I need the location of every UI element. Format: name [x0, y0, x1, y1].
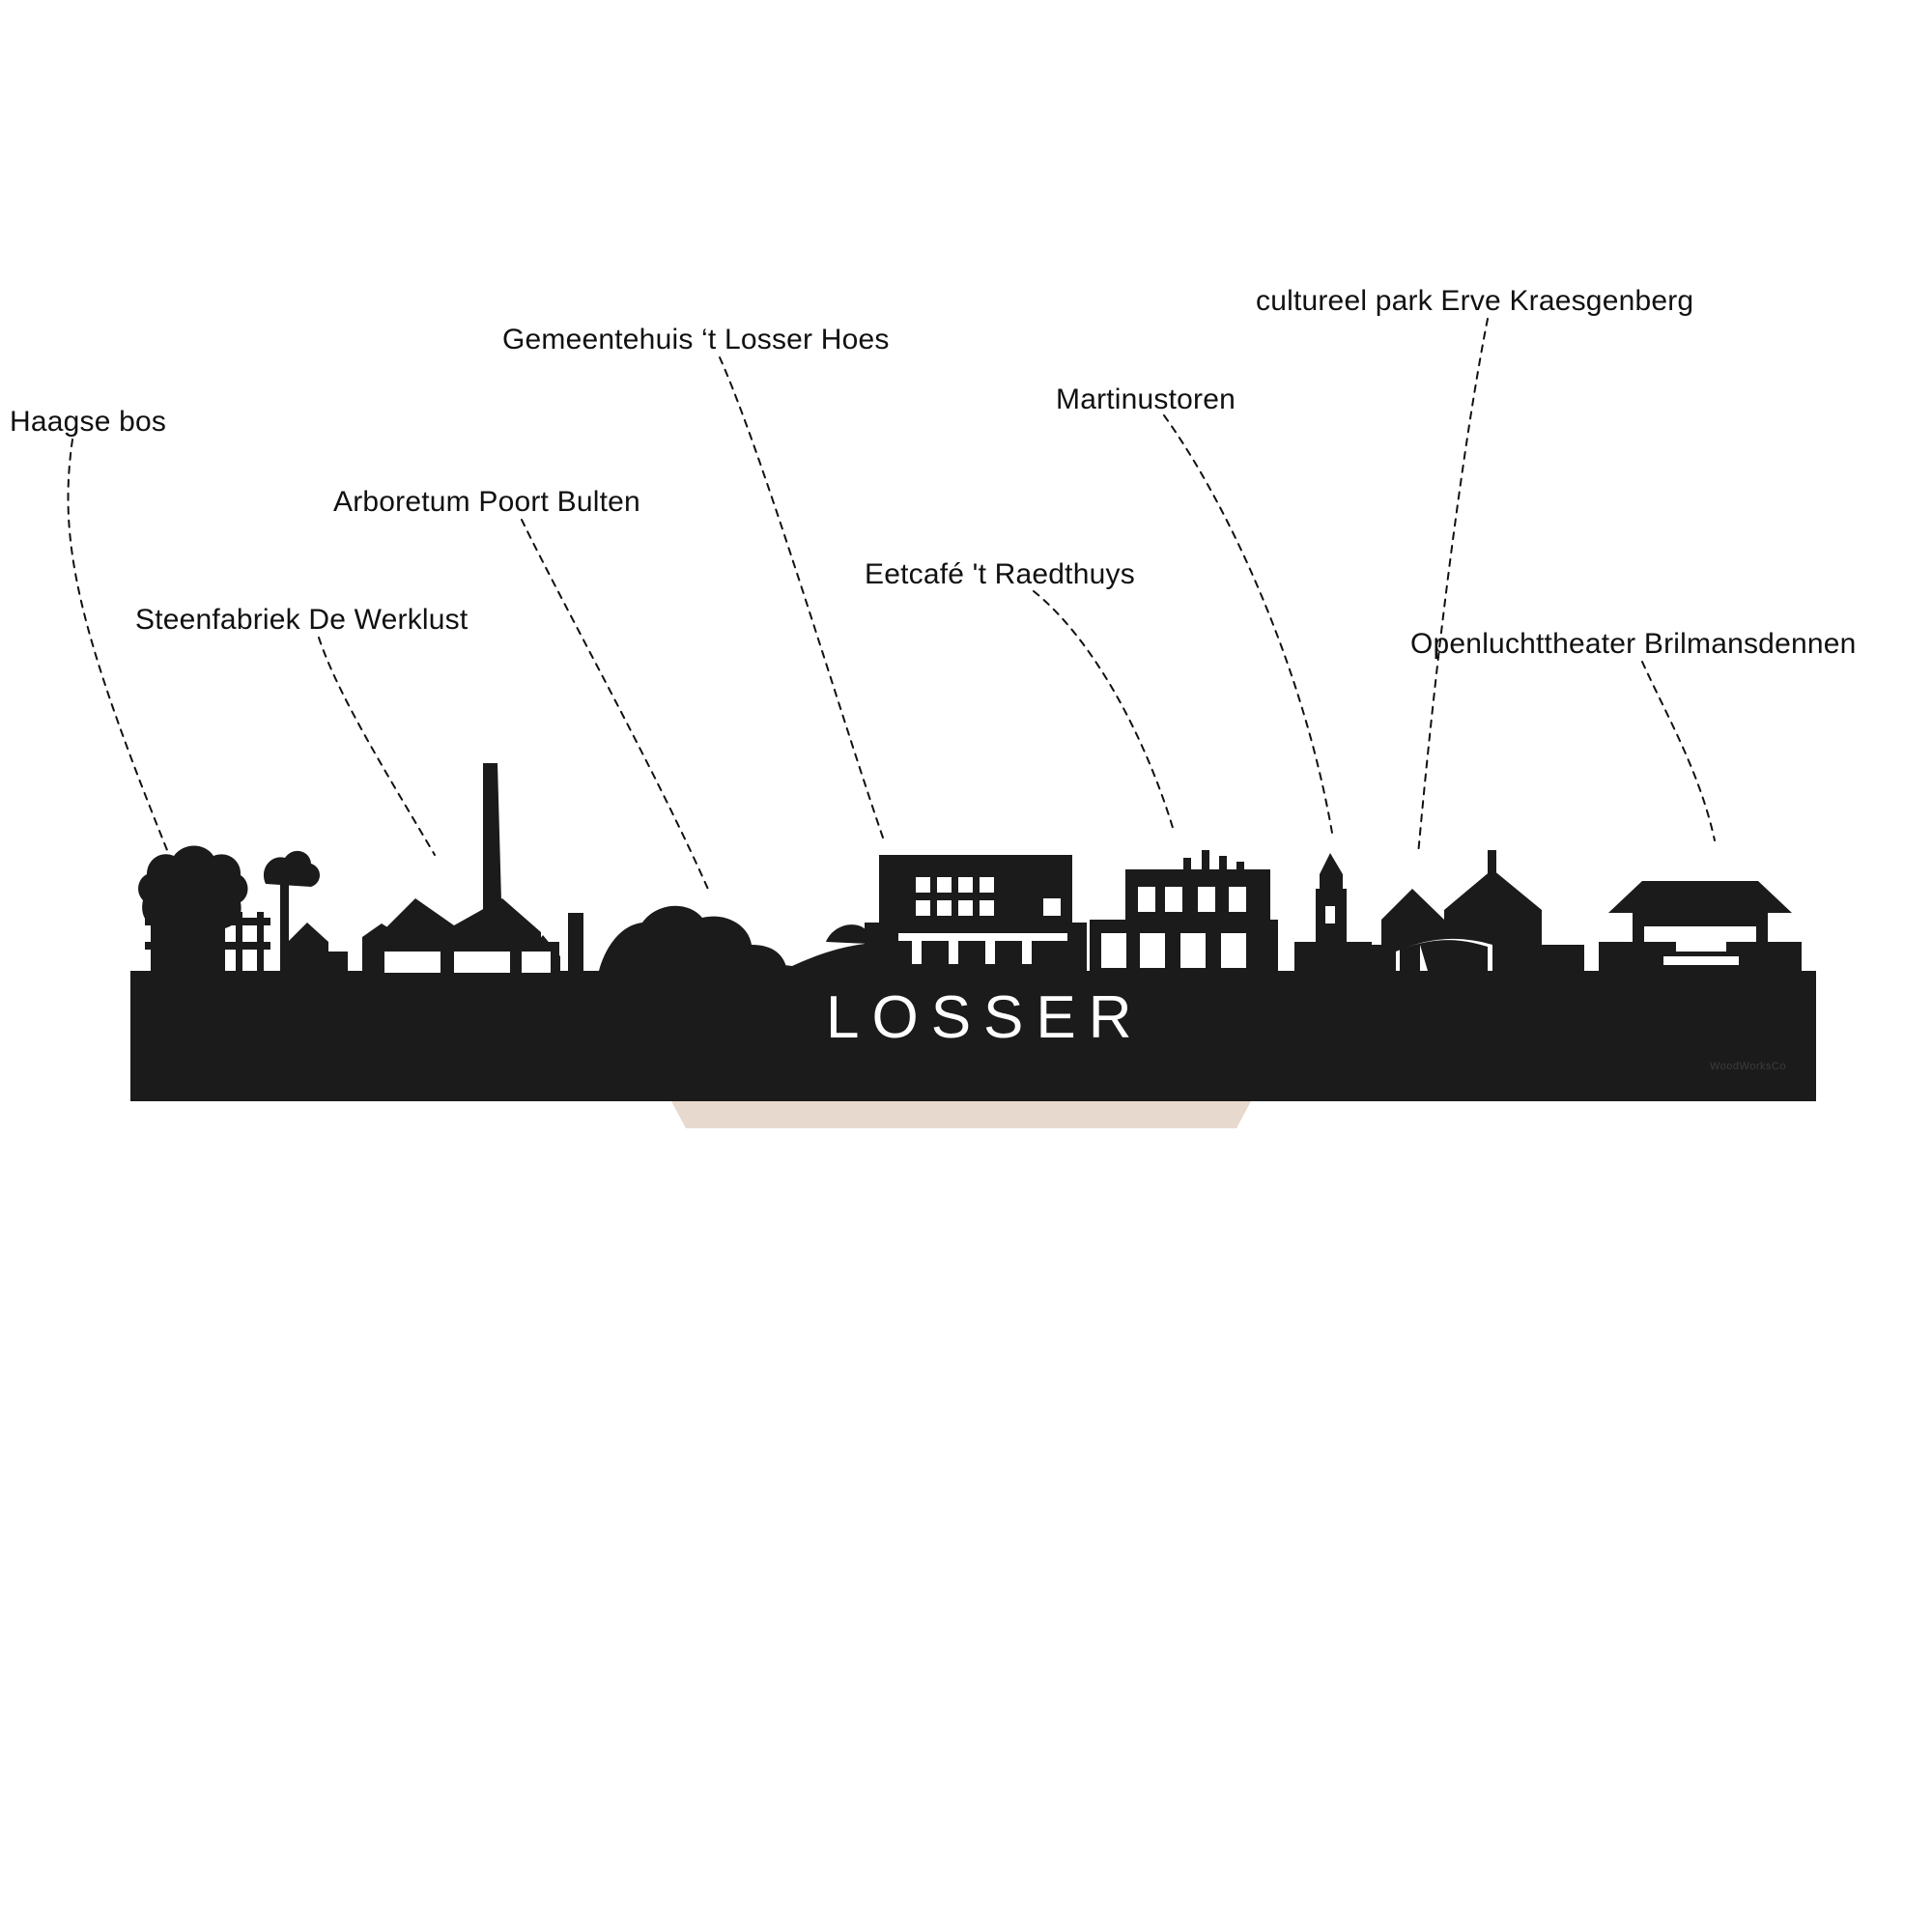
- callout-label-arboretum-poort-bulten: Arboretum Poort Bulten: [333, 486, 640, 518]
- gemeentehuis-losser-hoes: [865, 855, 1087, 973]
- callout-label-eetcafe-t-raedthuys: Eetcafé 't Raedthuys: [865, 558, 1135, 590]
- arboretum-poort-bulten: [599, 906, 891, 971]
- callout-label-gemeentehuis-losser-hoes: Gemeentehuis ‘t Losser Hoes: [502, 324, 890, 355]
- openluchttheater-brilmansdennen: [1599, 881, 1802, 971]
- callout-label-steenfabriek-de-werklust: Steenfabriek De Werklust: [135, 604, 469, 636]
- wooden-stand: [671, 1101, 1251, 1128]
- martinustoren: [1294, 853, 1372, 971]
- callout-label-martinustoren: Martinustoren: [1056, 384, 1236, 415]
- eetcafe-t-raedthuys: [1090, 850, 1278, 973]
- callout-label-haagse-bos: Haagse bos: [10, 406, 167, 438]
- callout-label-openluchttheater-brilmansdennen: Openluchttheater Brilmansdennen: [1410, 628, 1857, 660]
- erve-kraesgenberg: [1362, 850, 1584, 971]
- skyline-wordmark: LOSSER: [826, 984, 1145, 1051]
- steenfabriek-de-werklust: [381, 763, 583, 973]
- callout-label-cultureel-park-erve-kraesgenberg: cultureel park Erve Kraesgenberg: [1256, 285, 1694, 317]
- watermark: WoodWorksCo: [1710, 1061, 1787, 1072]
